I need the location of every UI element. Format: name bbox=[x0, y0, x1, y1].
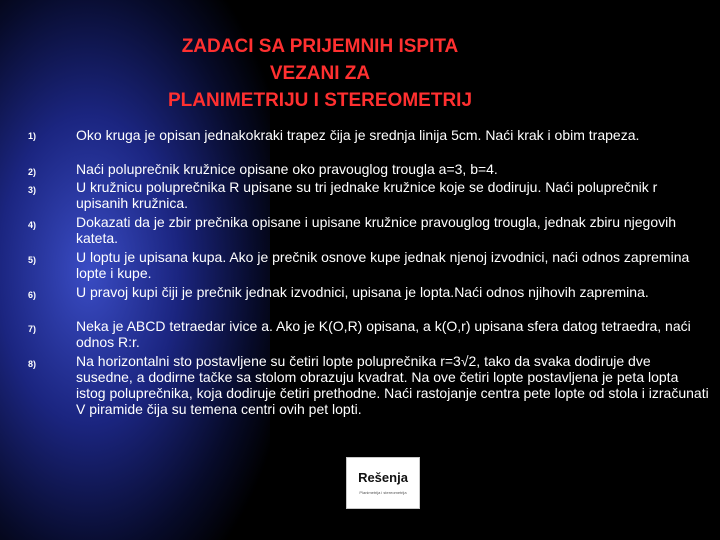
title-line-2: VEZANI ZA bbox=[269, 63, 371, 84]
task-text-6: U pravoj kupi čiji je prečnik jednak izvodnici, upisana je lopta.Naći odnos njihovih zapremina. bbox=[76, 284, 649, 300]
task-text-3: U kružnicu poluprečnika R upisane su tri jednake kružnice koje se dodiruju. Naći poluprečnik r upisanih kružnica. bbox=[76, 179, 658, 211]
task-text-8: Na horizontalni sto postavljene su četiri lopte poluprečnika r=3√2, tako da svaka dodiruje dve susedne, a dodirne tačke sa stolom obrazuju kvadrat. Na ove četiri lopte postavljena je peta lopta istog poluprečnika, koja dodiruje četiri prethodne. Naći rastojanje centra pete lopte od stola i izračunati V piramide čija su temena centri ovih pet lopti. bbox=[76, 353, 709, 417]
solutions-button-sublabel: Planimetrija i stereometrija bbox=[359, 490, 407, 495]
task-text-7: Neka je ABCD tetraedar ivice a. Ako je K(O,R) opisana, a k(O,r) upisana sfera datog tetraedra, naći odnos R:r. bbox=[76, 318, 691, 350]
task-number-3: 3) bbox=[28, 185, 37, 195]
task-number-2: 2) bbox=[28, 167, 37, 177]
title-line-1: ZADACI SA PRIJEMNIH ISPITA bbox=[181, 36, 459, 57]
solutions-button-label: Rešenja bbox=[358, 470, 408, 485]
title-clip-mask bbox=[490, 25, 590, 125]
task-number-1: 1) bbox=[28, 131, 37, 141]
solutions-button[interactable] bbox=[346, 457, 420, 509]
task-text-4: Dokazati da je zbir prečnika opisane i upisane kružnice pravouglog trougla, jednak zbiru njegovih kateta. bbox=[76, 214, 677, 246]
task-number-7: 7) bbox=[28, 324, 37, 334]
task-number-4: 4) bbox=[28, 220, 37, 230]
task-number-5: 5) bbox=[28, 255, 37, 265]
slide-title bbox=[100, 33, 540, 117]
task-number-8: 8) bbox=[28, 359, 37, 369]
task-number-6: 6) bbox=[28, 290, 37, 300]
task-text-5: U loptu je upisana kupa. Ako je prečnik osnove kupe jednak njenoj izvodnici, naći odnos zapremina lopte i kupe. bbox=[76, 249, 690, 281]
title-line-3: PLANIMETRIJU I STEREOMETRIJ bbox=[167, 90, 473, 111]
task-text-2: Naći poluprečnik kružnice opisane oko pravouglog trougla a=3, b=4. bbox=[76, 161, 498, 177]
task-text-1: Oko kruga je opisan jednakokraki trapez čija je srednja linija 5cm. Naći krak i obim trapeza. bbox=[76, 127, 640, 143]
